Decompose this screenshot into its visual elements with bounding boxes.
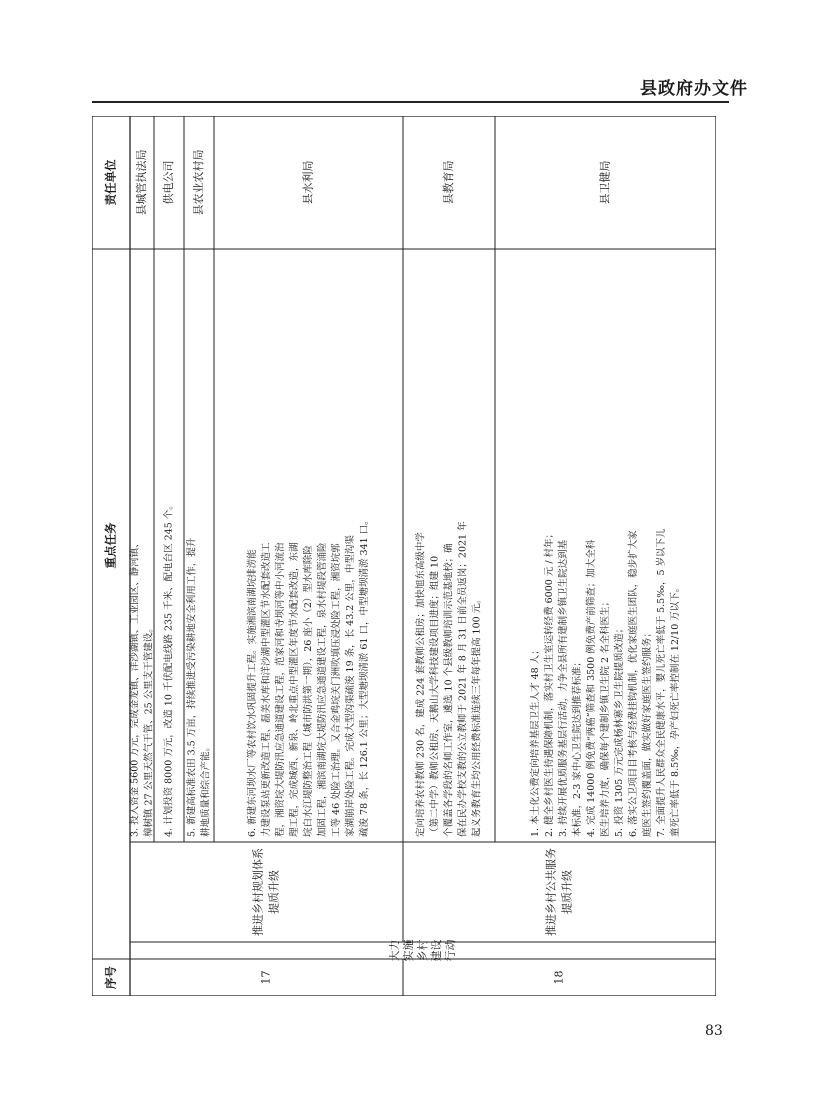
row-seq-number: 18	[552, 970, 566, 985]
task-line: 3. 投入资金 5600 万元，完成金龙镇、洋沙湖镇、工业园区、静河镇、	[129, 538, 141, 837]
row-subcategory: 推进乡村公共服务	[544, 848, 558, 936]
responsible-unit: 县农业农村局	[192, 149, 205, 216]
task-line: 5. 新建高标准农田 3.5 万亩，持续推进受污染耕地安全利用工作，提升	[186, 537, 198, 837]
responsible-unit: 县卫健局	[598, 160, 612, 205]
row-subcategory: 推进乡村规划体系	[251, 848, 265, 936]
responsible-unit: 供电公司	[162, 160, 175, 205]
task-line: 3. 持续开展优质服务基层行活动，力争全县所有建制乡镇卫生院达到基	[558, 539, 569, 837]
task-line: 4. 计划投资 8000 万元，改造 10 千伏配电线路 235 千米、配电台区 245 个。	[163, 500, 175, 837]
page-number: 83	[705, 1023, 723, 1039]
task-line: 1. 本土化公费定向培养基层卫生人才 48 人；	[530, 645, 541, 837]
responsible-unit: 县城管执法局	[135, 149, 148, 216]
category-label: 实施	[402, 939, 415, 962]
task-line: 耕地质量和综合产能。	[200, 741, 212, 837]
row-seq-number: 17	[259, 970, 273, 985]
category-label: 乡村	[416, 939, 429, 962]
task-line: 力建设泵站更新改造工程、磊美水库和洋沙湖中型灌区节水配套改造工	[261, 542, 272, 837]
task-line: 个覆盖各学段的名师工作室，遴选 10 个县级教师培训示范基地校；确	[443, 543, 455, 837]
task-line: （第二中学）教师公租房、天鹅山大学科技建设项目进度；组建 10	[429, 555, 441, 837]
task-line: 医生培养力度，确保每个建制乡镇卫生院 2 名全科医生；	[600, 596, 611, 837]
header-seq: 序号	[103, 966, 118, 989]
task-line: 加固工程，湘滨南湖垸大堤防汛应急通道建设工程，泉水村堤段管涌险	[317, 542, 328, 837]
responsible-unit: 县教育局	[442, 160, 455, 205]
category-label: 建设	[430, 939, 443, 962]
responsible-unit: 县水利局	[301, 160, 315, 205]
task-line: 垸白水江堤防整治工程（城市防洪第一期），26 座小（2）型水库除险	[303, 545, 314, 837]
task-line: 起义务教育生均公用经费标准连续三年每年提高 100 元。	[471, 594, 483, 837]
task-line: 2. 健全乡村医生待遇保障机制，落实村卫生室运转经费 6000 元 / 村年；	[544, 528, 555, 837]
row-subcategory: 提质升级	[560, 870, 574, 914]
task-line: 定向培养农村教师 230 名，建成 224 套教师公租房；加快旭东高级中学	[415, 532, 427, 837]
header-rule	[92, 101, 729, 103]
task-line: 童死亡率低于 8.5‰，孕产妇死亡率控制在 12/10 万以下。	[670, 582, 681, 837]
category-label: 大力	[388, 939, 401, 962]
task-line: 7. 全面提升人民群众全民健康水平，婴儿死亡率低于 5.5‰，5 岁以下儿	[656, 528, 667, 837]
task-line: 保在民办学校支教的公立教师于 2021 年 8 月 31 日前全员返岗；2021 年	[457, 521, 469, 837]
task-line: 疏浚 78 条，长 126.1 公里；大型塘坝清淤 61 口，中型塘坝清淤 341 口。	[359, 515, 370, 837]
task-line: 4. 完成 14000 例免费“两癌”筛查和 3500 例免费产前筛查；加大全科	[586, 539, 597, 837]
task-line: 家湖崩岸处险工程。完成大型沟渠疏浚 19 条，长 43.2 公里，中型沟渠	[345, 535, 356, 837]
header-unit: 责任单位	[103, 159, 118, 206]
task-line: 程，湘资垸大堤防汛应急通道建设工程，范家河和寺坝河等中小河流治	[275, 542, 286, 837]
header-task: 重点任务	[103, 522, 118, 569]
task-line: 6. 新建东河坝水厂等农村饮水巩固提升工程。实施湘滨南湖垸排涝能	[247, 549, 258, 837]
rotated-task-table	[92, 116, 716, 996]
task-line: 5. 投资 1305 万元完成杨林寨乡卫生院提质改造；	[614, 623, 625, 837]
row-subcategory: 提质升级	[267, 870, 281, 914]
task-line: 理工程，完成城西、新泉、岭北重点中型灌区年度节水配套改造，东湖	[289, 542, 300, 837]
task-line: 6. 落实公卫项目目考核与经费挂钩机制，优化家庭医生团队，稳步扩大家	[628, 530, 639, 837]
task-line: 本标准，2-3 家中心卫生院达到推荐标准；	[572, 657, 583, 837]
document-header-title: 县政府办文件	[640, 79, 748, 99]
task-line: 庭医生签约覆盖面，做实做好家庭医生签约服务；	[642, 627, 653, 837]
task-line: 工等 46 处险工治理。又合金鸡垸关门洲吹填压浸处险工程，湘资垸郭	[331, 543, 342, 837]
category-label: 行动	[444, 939, 457, 962]
task-line: 樟树镇 27 公里天然气干管、25 公里支干管建设。	[143, 623, 155, 837]
